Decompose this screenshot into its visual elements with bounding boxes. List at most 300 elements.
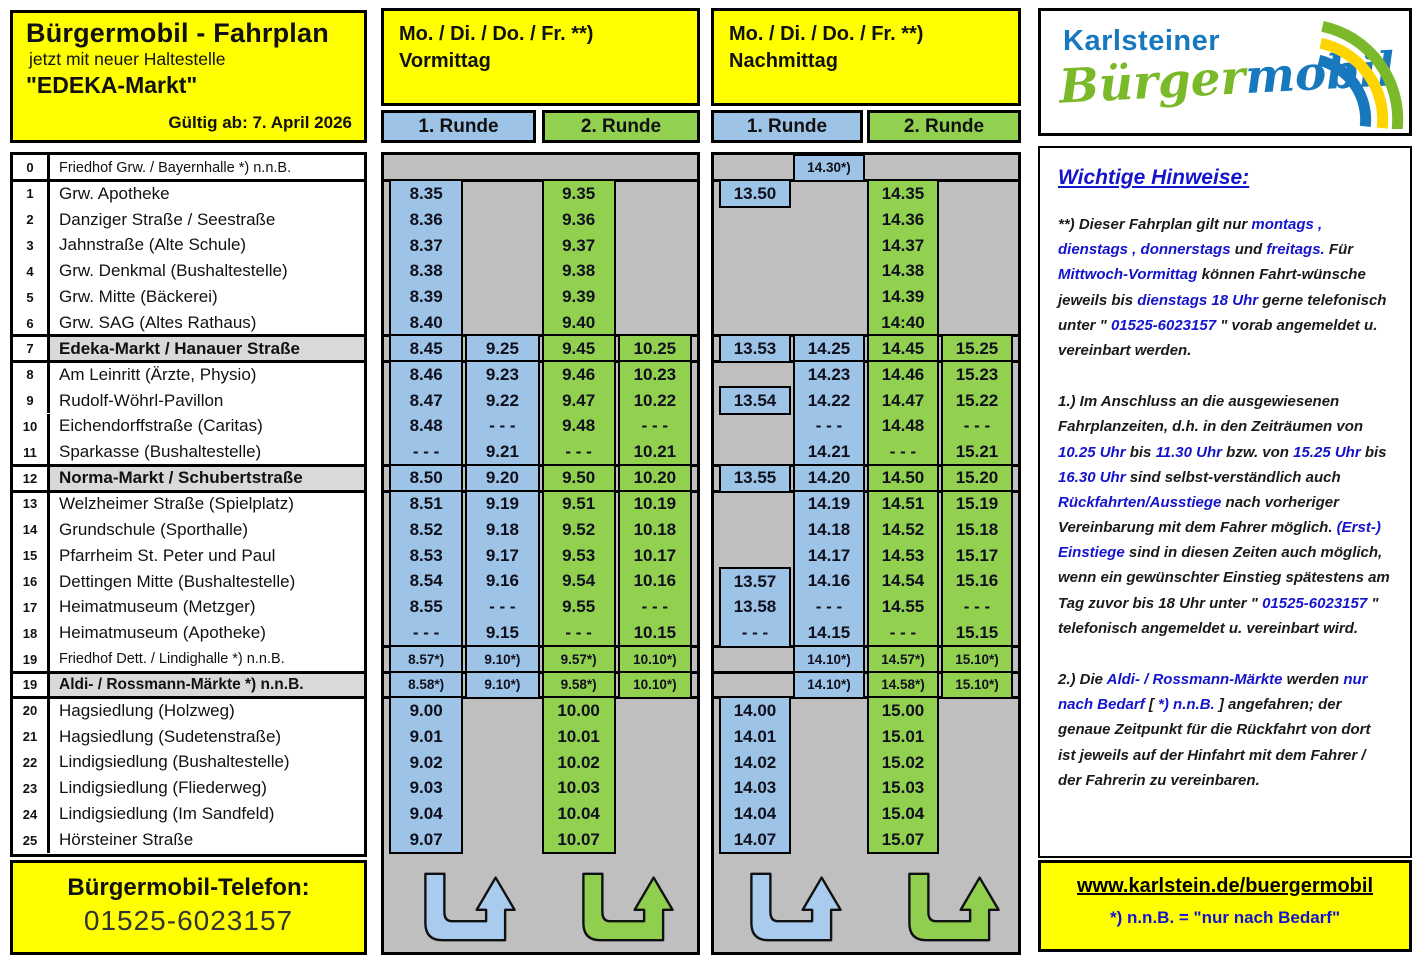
time-run	[941, 490, 1013, 648]
time-cell: 8.36	[409, 209, 443, 229]
time-cell: 14.16	[807, 571, 851, 591]
time-cell: 15.02	[881, 752, 925, 772]
hint-text-segment: 2.) Die	[1058, 671, 1107, 688]
time-cell: 13.55	[733, 468, 777, 488]
time-cell: 13.50	[733, 183, 777, 203]
time-cell: 15.22	[955, 390, 999, 410]
time-cell: - - -	[412, 622, 440, 642]
time-cell: 10.01	[557, 726, 600, 746]
time-cell: 10.16	[633, 571, 677, 591]
vormittag-period: Vormittag	[399, 50, 491, 72]
time-run	[941, 334, 1013, 363]
time-cell: - - -	[889, 441, 917, 461]
time-cell: 9.48	[562, 416, 596, 436]
hint-text-segment: Für	[1324, 241, 1354, 259]
time-run	[542, 464, 616, 493]
stop-name: Lindigsiedlung (Bushaltestelle)	[47, 750, 364, 776]
time-cell: 15.19	[955, 494, 999, 514]
hint-text-segment: dienstags ,	[1058, 241, 1137, 259]
stop-row	[13, 491, 364, 517]
time-cell: 9.10*)	[484, 677, 521, 693]
hint-paragraph	[1058, 667, 1392, 793]
time-cell: - - -	[641, 416, 669, 436]
stop-row	[13, 465, 364, 491]
hint-text-segment: 11.30 Uhr	[1155, 443, 1222, 461]
time-cell: 9.25	[485, 338, 519, 358]
stop-list	[10, 152, 367, 857]
time-run	[793, 334, 865, 363]
logo-mobil-text: mobil	[1243, 42, 1397, 106]
stop-name: Heimatmuseum (Apotheke)	[47, 620, 364, 646]
time-cell: 9.10*)	[484, 651, 521, 667]
stop-row	[13, 310, 364, 336]
time-cell: 14.46	[881, 365, 925, 385]
time-cell: 10.22	[633, 390, 677, 410]
time-cell: - - -	[963, 597, 991, 617]
time-cell: 10.19	[633, 494, 677, 514]
time-cell: 9.39	[562, 286, 596, 306]
time-cell: 14.38	[881, 261, 925, 281]
time-cell: 13.58	[733, 597, 777, 617]
time-cell: 14.19	[807, 494, 851, 514]
time-cell: 10.25	[633, 338, 677, 358]
time-cell: 9.35	[562, 184, 596, 204]
hint-paragraph	[1058, 389, 1392, 641]
hint-text-segment: sind selbst-verständlich auch	[1125, 468, 1341, 486]
logo-box	[1038, 8, 1412, 136]
time-cell: 10.21	[633, 441, 677, 461]
stop-number: 10	[22, 418, 38, 434]
time-cell: - - -	[815, 416, 843, 436]
stop-number: 25	[22, 832, 38, 848]
time-run	[793, 464, 865, 493]
stop-number: 23	[22, 780, 38, 796]
time-run	[867, 671, 939, 700]
time-cell: 14.48	[881, 416, 925, 436]
stop-number: 21	[22, 729, 38, 745]
hint-text-segment: bis	[1360, 443, 1387, 461]
stop-number: 3	[26, 237, 34, 253]
stop-name: Grw. Denkmal (Bushaltestelle)	[47, 258, 364, 284]
time-cell: 9.23	[485, 365, 519, 385]
time-run	[618, 334, 692, 363]
time-cell: 14.50	[881, 468, 925, 488]
time-run	[793, 360, 865, 466]
time-run	[793, 645, 865, 674]
stop-row	[13, 155, 364, 181]
round1-label: 1. Runde	[746, 115, 828, 137]
stop-number: 13	[22, 496, 38, 512]
stop-number: 5	[26, 289, 34, 305]
stop-number: 16	[22, 574, 38, 590]
time-cell: 9.22	[485, 390, 519, 410]
time-run	[389, 179, 463, 337]
time-cell: 9.19	[485, 494, 519, 514]
time-cell: 9.01	[409, 726, 443, 746]
time-cell: - - -	[565, 622, 592, 642]
group-divider	[13, 179, 364, 182]
time-cell: 9.47	[562, 390, 596, 410]
time-cell: 9.58*)	[560, 677, 597, 693]
stop-row	[13, 388, 364, 414]
time-cell: 9.50	[562, 468, 596, 488]
time-cell: 8.35	[409, 184, 443, 204]
time-run	[867, 464, 939, 493]
stop-row	[13, 284, 364, 310]
stop-row	[13, 181, 364, 207]
time-run	[719, 386, 791, 415]
stop-number: 19	[22, 651, 38, 667]
hint-text-segment: 16.30 Uhr	[1058, 468, 1126, 486]
time-cell: 15.04	[881, 803, 925, 823]
vormittag-round1-header	[381, 110, 536, 143]
time-cell: - - -	[489, 416, 516, 436]
time-run	[389, 464, 463, 493]
uturn-arrow-round2-icon	[572, 865, 684, 949]
time-cell: 9.37	[562, 235, 596, 255]
group-divider	[13, 334, 364, 337]
time-cell: 14.39	[881, 286, 925, 306]
time-run	[465, 464, 539, 493]
time-cell: 14.53	[881, 545, 925, 565]
hint-text-segment: Rückfahrten/Ausstiege	[1058, 493, 1222, 511]
hint-text-segment: nach vorheriger Vereinbarung mit dem Fahrer möglich.	[1058, 493, 1339, 537]
stop-name: Hagsiedlung (Sudetenstraße)	[47, 724, 364, 750]
group-divider	[13, 490, 364, 493]
time-run	[793, 154, 865, 183]
time-cell: 9.21	[485, 441, 519, 461]
time-cell: 9.55	[562, 597, 596, 617]
stop-number: 8	[26, 367, 34, 383]
time-run	[389, 671, 463, 700]
time-run	[465, 360, 539, 466]
time-cell: 15.07	[881, 829, 925, 849]
hint-text-segment: " vorab angemeldet u. vereinbart werden.	[1058, 316, 1378, 359]
time-cell: - - -	[489, 597, 516, 617]
stop-row	[13, 827, 364, 853]
vormittag-header	[381, 8, 700, 106]
time-cell: 15.25	[955, 338, 999, 358]
time-run	[618, 464, 692, 493]
time-run	[542, 490, 616, 648]
time-cell: 8.55	[409, 597, 443, 617]
nachmittag-header	[711, 8, 1021, 106]
nachmittag-round2-header	[867, 110, 1021, 143]
stop-number: 24	[22, 806, 38, 822]
time-run	[542, 360, 616, 466]
time-run	[542, 334, 616, 363]
time-cell: 14.47	[881, 390, 925, 410]
time-cell: 10.23	[633, 365, 677, 385]
left-header	[10, 10, 367, 143]
time-cell: 15.18	[955, 520, 999, 540]
uturn-arrow-round2-icon	[898, 865, 1010, 949]
time-cell: 9.16	[485, 571, 519, 591]
time-cell: 10.03	[557, 778, 600, 798]
stop-row	[13, 414, 364, 440]
time-cell: 9.03	[409, 778, 443, 798]
round2-label: 2. Runde	[580, 115, 662, 137]
stop-name: Grw. SAG (Altes Rathaus)	[47, 310, 364, 336]
hints-body	[1058, 212, 1392, 793]
time-cell: 14.17	[807, 545, 851, 565]
nachmittag-days: Mo. / Di. / Do. / Fr. **)	[729, 23, 924, 45]
time-run	[941, 360, 1013, 466]
time-run	[867, 360, 939, 466]
round2-label: 2. Runde	[903, 115, 985, 137]
stop-name: Dettingen Mitte (Bushaltestelle)	[47, 569, 364, 595]
time-cell: 9.15	[485, 622, 519, 642]
time-run	[941, 671, 1013, 700]
hint-text-segment: ] angefahren; der genaue Zeitpunkt für die Rückfahrt von dort ist jeweils auf der Hinfahrt mit dem Fahrer / der Fahrerin zu vereinbaren.	[1058, 696, 1371, 789]
time-cell: 9.02	[409, 752, 443, 772]
time-run	[719, 334, 791, 363]
stop-number: 6	[26, 315, 34, 331]
time-cell: 8.45	[409, 338, 443, 358]
time-cell: 8.53	[409, 545, 443, 565]
time-cell: 14.10*)	[807, 677, 851, 693]
stop-row	[13, 620, 364, 646]
time-cell: 14.00	[733, 701, 777, 721]
stop-name: Grw. Apotheke	[47, 181, 364, 207]
time-cell: 13.57	[733, 571, 777, 591]
time-cell: 10.00	[557, 701, 600, 721]
time-cell: 14.22	[807, 390, 851, 410]
time-cell: 9.04	[409, 803, 443, 823]
stop-name: Jahnstraße (Alte Schule)	[47, 233, 364, 259]
time-run	[719, 567, 791, 648]
hint-text-segment: bis	[1125, 443, 1156, 461]
stop-number: 0	[26, 160, 34, 176]
stop-number: 2	[26, 212, 34, 228]
stop-name: Grundschule (Sporthalle)	[47, 517, 364, 543]
time-cell: 14.52	[881, 520, 925, 540]
time-cell: 9.57*)	[560, 651, 597, 667]
time-cell: 15.03	[881, 778, 925, 798]
nnb-legend: *) n.n.B. = "nur nach Bedarf"	[1109, 908, 1341, 927]
group-divider	[13, 360, 364, 363]
time-cell: 14.21	[807, 441, 851, 461]
time-cell: 9.51	[562, 494, 596, 514]
time-cell: 15.21	[955, 441, 999, 461]
time-cell: 9.07	[409, 829, 443, 849]
time-run	[389, 334, 463, 363]
time-run	[389, 360, 463, 466]
time-cell: 10.10*)	[633, 677, 677, 693]
time-run	[719, 464, 791, 493]
stop-number: 20	[22, 703, 38, 719]
hint-text-segment: können Fahrt-wünsche jeweils bis	[1058, 266, 1366, 309]
time-run	[542, 696, 616, 854]
logo-karlsteiner-text: Karlsteiner	[1063, 25, 1221, 57]
page-title: Bürgermobil - Fahrplan	[26, 18, 329, 48]
time-cell: 9.17	[485, 545, 519, 565]
stop-number: 12	[22, 470, 38, 486]
time-cell: 10.10*)	[633, 651, 677, 667]
stop-name: Norma-Markt / Schubertstraße	[47, 465, 364, 491]
hint-text-segment: " telefonisch angemeldet u. vereinbart wird.	[1058, 594, 1379, 637]
time-cell: 14.23	[807, 365, 851, 385]
time-cell: 9.00	[409, 701, 443, 721]
time-run	[389, 490, 463, 648]
time-run	[867, 645, 939, 674]
website-link: www.karlstein.de/buergermobil	[1077, 875, 1373, 897]
hints-heading: Wichtige Hinweise:	[1058, 166, 1250, 189]
hint-text-segment: 15.25 Uhr	[1293, 443, 1361, 461]
vormittag-days: Mo. / Di. / Do. / Fr. **)	[399, 23, 594, 45]
logo-buerger-text: Bürger	[1057, 50, 1247, 115]
stop-name: Welzheimer Straße (Spielplatz)	[47, 491, 364, 517]
stop-name: Grw. Mitte (Bäckerei)	[47, 284, 364, 310]
time-cell: 14.02	[733, 752, 777, 772]
time-cell: - - -	[565, 441, 592, 461]
time-run	[941, 645, 1013, 674]
stop-row	[13, 698, 364, 724]
time-cell: 14.37	[881, 235, 925, 255]
time-cell: 10.18	[633, 520, 677, 540]
time-cell: 10.15	[633, 622, 677, 642]
time-cell: 10.02	[557, 752, 600, 772]
vormittag-round2-header	[542, 110, 700, 143]
time-cell: 14.51	[881, 494, 925, 514]
time-run	[542, 179, 616, 337]
time-cell: 14.18	[807, 520, 851, 540]
time-cell: 8.57*)	[408, 651, 445, 667]
time-cell: 9.46	[562, 365, 596, 385]
stop-number: 18	[22, 625, 38, 641]
stop-row	[13, 362, 364, 388]
time-cell: 8.52	[409, 520, 443, 540]
time-cell: 9.45	[562, 338, 596, 358]
time-run	[867, 490, 939, 648]
time-cell: 14.30*)	[807, 160, 851, 176]
new-stop-highlight: "EDEKA-Markt"	[26, 72, 198, 98]
stop-row	[13, 517, 364, 543]
hint-text-segment: Aldi- / Rossmann-Märkte	[1106, 671, 1283, 688]
group-divider	[13, 696, 364, 699]
time-cell: 9.53	[562, 545, 596, 565]
nachmittag-period: Nachmittag	[729, 50, 838, 72]
time-cell: 9.20	[485, 468, 519, 488]
time-cell: 9.54	[562, 571, 596, 591]
stop-row	[13, 594, 364, 620]
hint-text-segment: 01525-6023157	[1110, 316, 1217, 334]
hint-text-segment: bzw. von	[1222, 443, 1294, 461]
time-cell: - - -	[641, 597, 669, 617]
time-cell: 8.37	[409, 235, 443, 255]
time-cell: 14.15	[807, 622, 851, 642]
hint-text-segment: [	[1144, 696, 1159, 714]
time-run	[618, 490, 692, 648]
time-cell: 14.36	[881, 209, 925, 229]
hint-text-segment: 10.25 Uhr	[1058, 443, 1126, 461]
time-cell: 14.25	[807, 338, 851, 358]
time-cell: - - -	[815, 597, 843, 617]
stop-name: Hörsteiner Straße	[47, 827, 364, 853]
stop-number: 7	[26, 341, 34, 357]
hint-text-segment: werden	[1282, 671, 1344, 688]
time-cell: - - -	[741, 622, 769, 642]
time-cell: - - -	[963, 416, 991, 436]
time-run	[465, 334, 539, 363]
time-cell: - - -	[889, 622, 917, 642]
time-run	[793, 490, 865, 648]
time-run	[389, 645, 463, 674]
stop-name: Lindigsiedlung (Im Sandfeld)	[47, 801, 364, 827]
time-cell: 13.53	[733, 338, 777, 358]
time-run	[465, 645, 539, 674]
time-cell: 8.38	[409, 261, 443, 281]
hint-text-segment: *) n.n.B.	[1158, 696, 1215, 714]
footer-box	[1038, 860, 1412, 952]
hint-text-segment: 01525-6023157	[1262, 594, 1368, 612]
stop-number: 11	[23, 444, 37, 460]
stop-row	[13, 336, 364, 362]
stop-row	[13, 439, 364, 465]
stop-row	[13, 724, 364, 750]
stop-name: Rudolf-Wöhrl-Pavillon	[47, 388, 364, 414]
stop-number: 17	[22, 599, 38, 615]
time-cell: 10.17	[633, 545, 677, 565]
time-run	[389, 696, 463, 854]
time-cell: 8.47	[409, 390, 443, 410]
stop-name: Lindigsiedlung (Fliederweg)	[47, 775, 364, 801]
time-cell: 14.35	[881, 184, 925, 204]
hint-text-segment: sind in diesen Zeiten auch möglich, wenn ein gewünschter Einstieg spätestens am Tag zuvor bis 18 Uhr unter "	[1058, 544, 1390, 612]
time-cell: 14.03	[733, 778, 777, 798]
time-run	[719, 696, 791, 854]
stop-name: Pfarrheim St. Peter und Paul	[47, 543, 364, 569]
hint-text-segment: gerne telefonisch unter "	[1058, 291, 1387, 334]
stop-row	[13, 207, 364, 233]
time-run	[719, 179, 791, 208]
valid-from-label: Gültig ab: 7. April 2026	[168, 113, 352, 132]
time-run	[941, 464, 1013, 493]
stop-name: Friedhof Grw. / Bayernhalle *) n.n.B.	[47, 155, 364, 181]
time-cell: 8.46	[409, 365, 443, 385]
hint-text-segment: und	[1230, 241, 1267, 259]
time-cell: 9.18	[485, 520, 519, 540]
stop-name: Edeka-Markt / Hanauer Straße	[47, 336, 364, 362]
time-cell: 10.04	[557, 803, 600, 823]
hint-text-segment: nur nach Bedarf	[1058, 671, 1368, 714]
time-cell: 8.58*)	[408, 677, 445, 693]
time-cell: 15.01	[881, 726, 925, 746]
nachmittag-round1-header	[711, 110, 863, 143]
time-cell: 15.00	[881, 701, 925, 721]
stop-row	[13, 646, 364, 672]
vormittag-time-grid	[381, 152, 700, 955]
time-run	[618, 645, 692, 674]
time-run	[618, 671, 692, 700]
stop-row	[13, 569, 364, 595]
time-cell: 14.57*)	[881, 651, 925, 667]
time-run	[867, 696, 939, 854]
nachmittag-time-grid	[711, 152, 1021, 955]
time-cell: 14.55	[881, 597, 925, 617]
stop-row	[13, 233, 364, 259]
time-cell: 15.17	[955, 545, 999, 565]
uturn-arrow-round1-icon	[414, 865, 526, 949]
stop-row	[13, 750, 364, 776]
stop-row	[13, 543, 364, 569]
time-cell: 14.58*)	[881, 677, 925, 693]
time-cell: 14.54	[881, 571, 925, 591]
time-cell: 9.52	[562, 520, 596, 540]
time-cell: 8.40	[409, 312, 443, 332]
group-divider	[13, 464, 364, 467]
stop-number: 19	[22, 677, 38, 693]
